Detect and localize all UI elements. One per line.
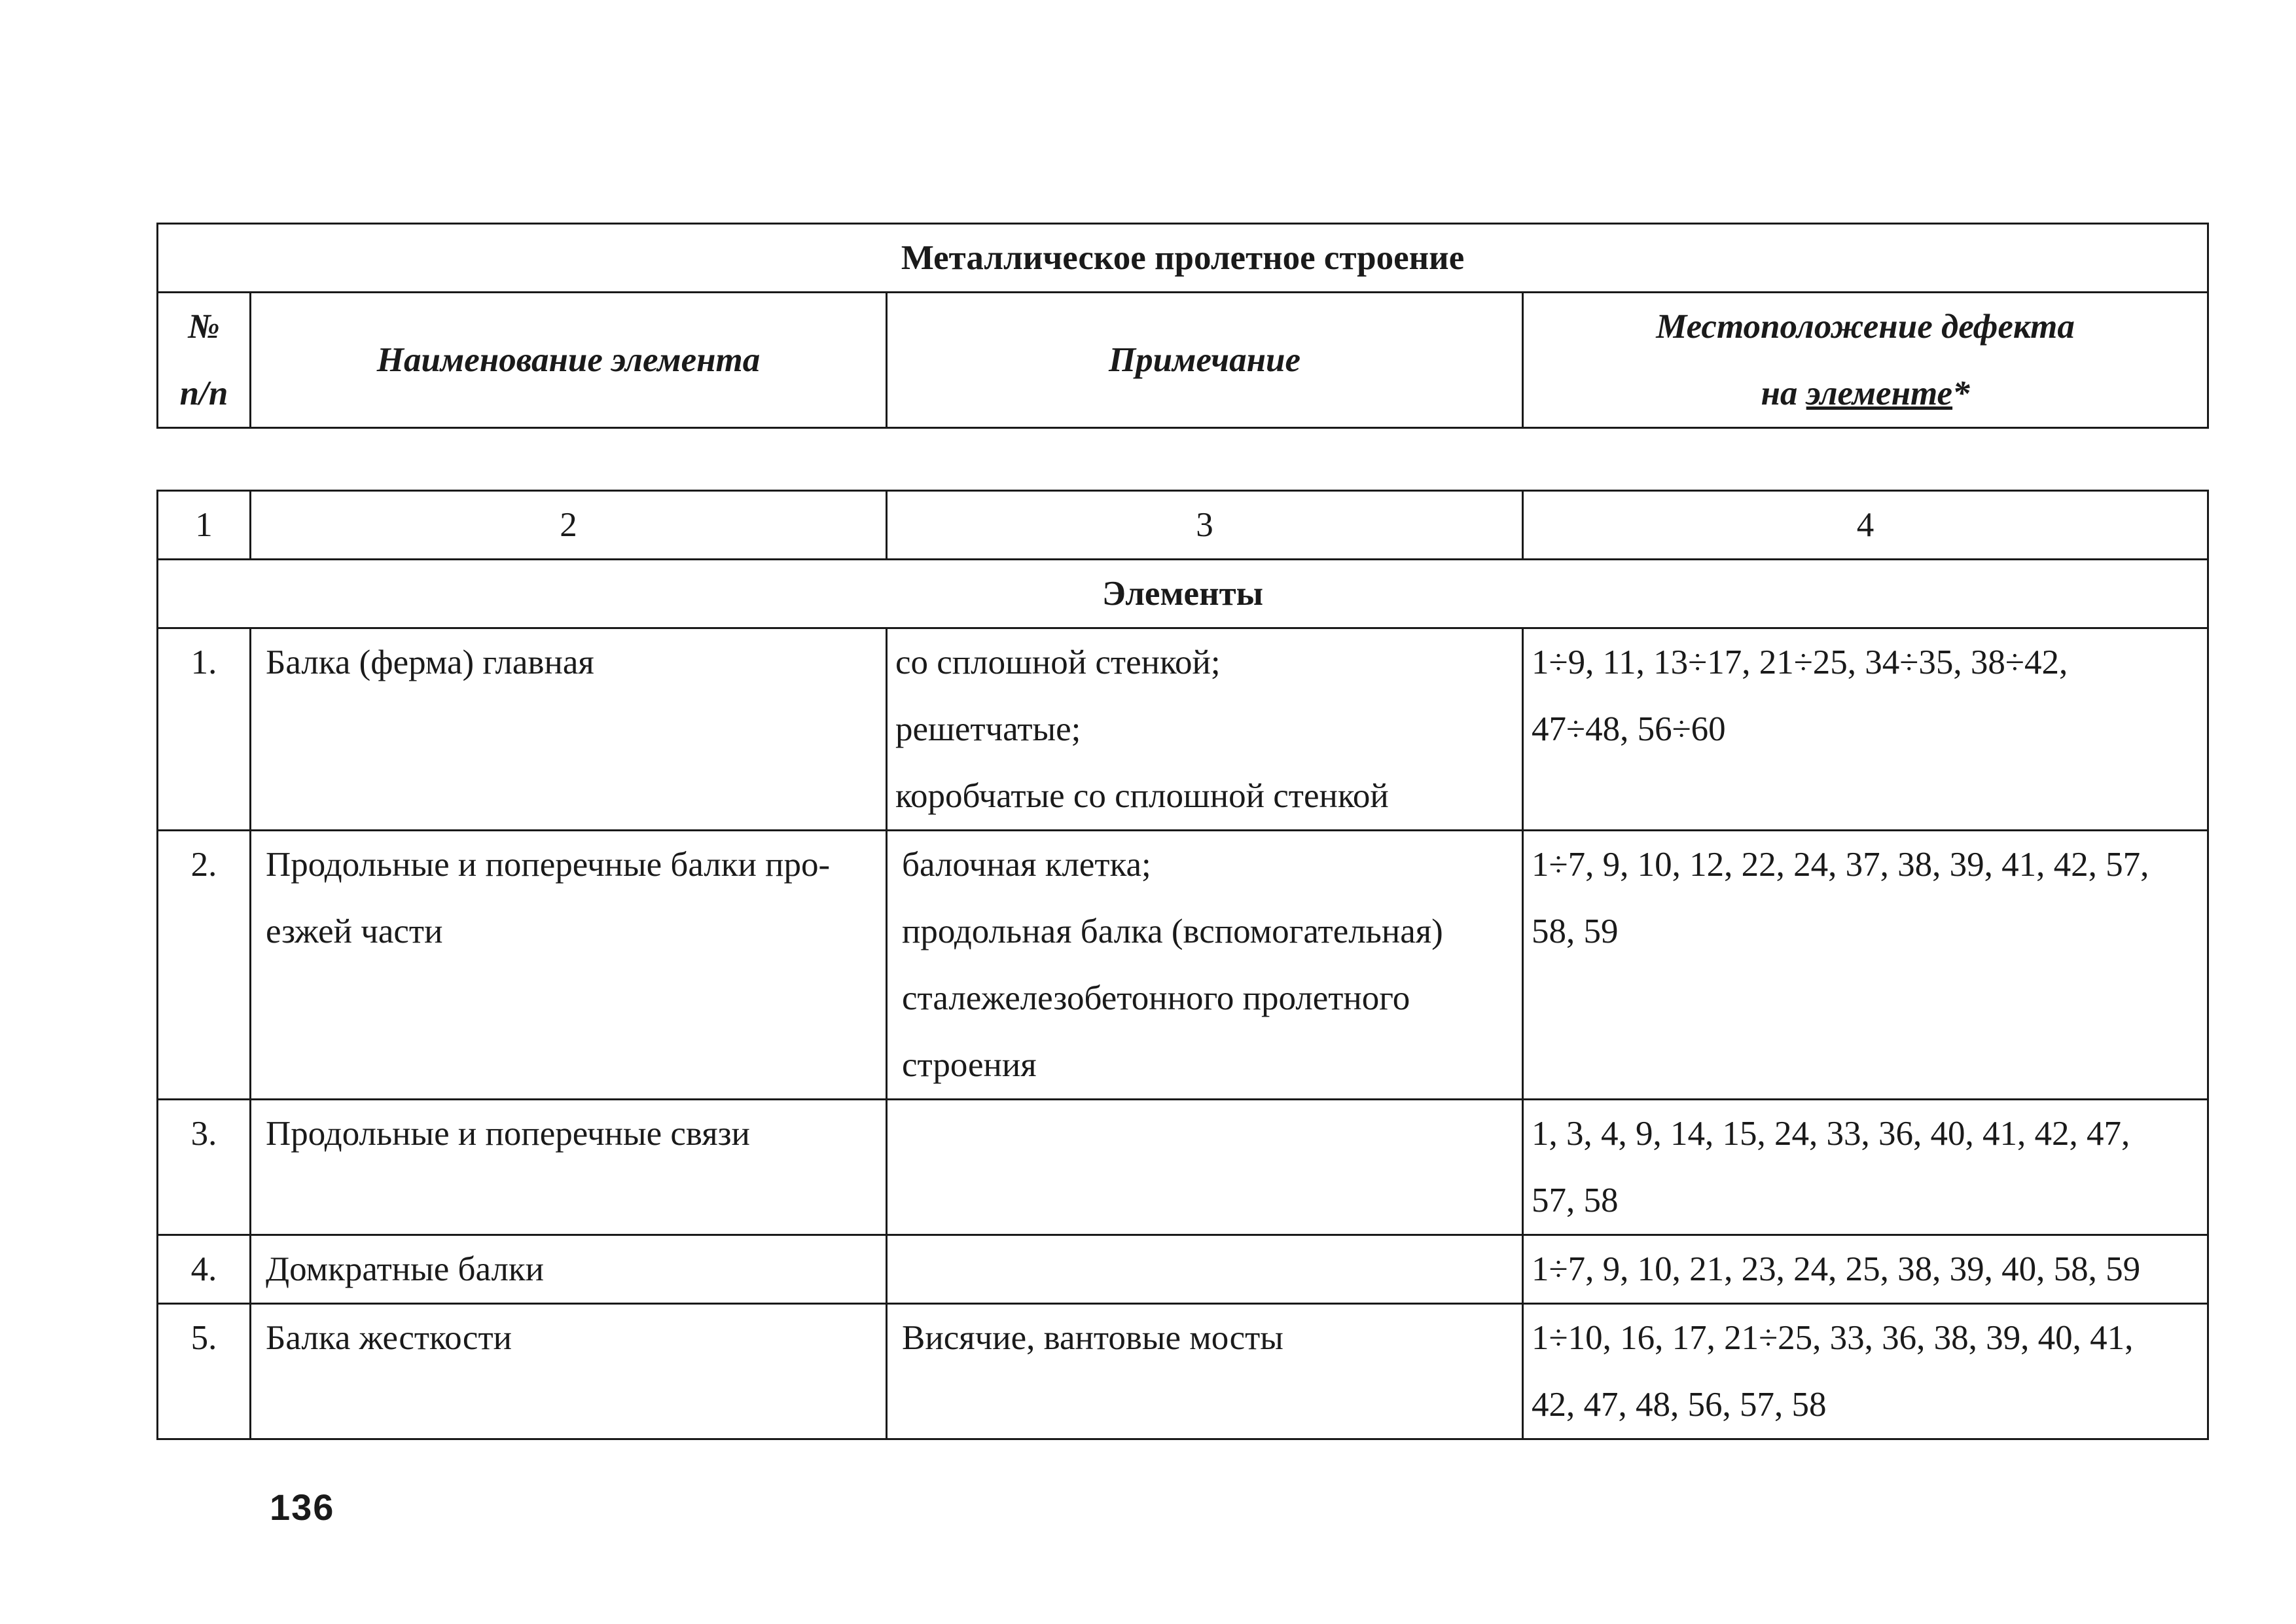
table-row bbox=[158, 831, 2208, 1100]
defect-location-line: 1÷7, 9, 10, 21, 23, 24, 25, 38, 39, 40, 58, 59 bbox=[1532, 1250, 2141, 1288]
header-defect-location bbox=[1523, 293, 2208, 428]
element-note-line: строения bbox=[902, 1046, 1037, 1084]
defect-location bbox=[1523, 628, 2208, 831]
header-location-underlined: элементе bbox=[1806, 374, 1953, 412]
defect-location-line: 42, 47, 48, 56, 57, 58 bbox=[1532, 1386, 1827, 1424]
defect-location-line: 1÷9, 11, 13÷17, 21÷25, 34÷35, 38÷42, bbox=[1532, 643, 2068, 681]
header-number-column bbox=[158, 293, 251, 428]
header-location-prefix: на bbox=[1761, 374, 1806, 412]
element-note-line: со сплошной стенкой; bbox=[895, 643, 1221, 681]
element-name-line: езжей части bbox=[266, 912, 443, 950]
column-number-row bbox=[158, 491, 2208, 560]
element-name-line: Продольные и поперечные связи bbox=[266, 1115, 750, 1153]
row-number: 1. bbox=[158, 628, 251, 831]
defect-location-line: 58, 59 bbox=[1532, 912, 1619, 950]
element-note bbox=[887, 1235, 1523, 1304]
element-note-line: Висячие, вантовые мосты bbox=[902, 1319, 1283, 1357]
element-note-line: сталежелезобетонного пролетного bbox=[902, 979, 1410, 1017]
row-number: 3. bbox=[158, 1100, 251, 1235]
element-name bbox=[251, 831, 887, 1100]
element-note bbox=[887, 1304, 1523, 1439]
element-name-line: Балка жесткости bbox=[266, 1319, 512, 1357]
element-note bbox=[887, 1100, 1523, 1235]
defect-location bbox=[1523, 1100, 2208, 1235]
row-number: 4. bbox=[158, 1235, 251, 1304]
element-name bbox=[251, 1235, 887, 1304]
elements-table bbox=[156, 490, 2209, 1440]
element-name-line: Продольные и поперечные балки про- bbox=[266, 846, 831, 884]
column-number: 3 bbox=[887, 491, 1523, 560]
header-note: Примечание bbox=[887, 293, 1523, 428]
row-number: 2. bbox=[158, 831, 251, 1100]
element-name bbox=[251, 1304, 887, 1439]
element-name bbox=[251, 628, 887, 831]
table-row bbox=[158, 628, 2208, 831]
element-note bbox=[887, 628, 1523, 831]
table-row bbox=[158, 1100, 2208, 1235]
section-title: Элементы bbox=[158, 560, 2208, 628]
header-location-line2 bbox=[1524, 360, 2207, 427]
defect-location-line: 57, 58 bbox=[1532, 1182, 1619, 1219]
element-note-line: коробчатые со сплошной стенкой bbox=[895, 777, 1389, 815]
header-element-name: Наименование элемента bbox=[251, 293, 887, 428]
element-name bbox=[251, 1100, 887, 1235]
element-name-line: Домкратные балки bbox=[266, 1250, 545, 1288]
header-number-line2: п/п bbox=[179, 374, 228, 412]
header-number-line1: № bbox=[188, 308, 220, 346]
element-note bbox=[887, 831, 1523, 1100]
section-row bbox=[158, 560, 2208, 628]
defect-location-line: 1÷7, 9, 10, 12, 22, 24, 37, 38, 39, 41, 42, 57, bbox=[1532, 846, 2149, 884]
table-row bbox=[158, 1235, 2208, 1304]
defect-location-line: 47÷48, 56÷60 bbox=[1532, 710, 1726, 748]
table-title: Металлическое пролетное строение bbox=[158, 224, 2208, 293]
row-number: 5. bbox=[158, 1304, 251, 1439]
defect-location bbox=[1523, 1235, 2208, 1304]
defect-location-line: 1, 3, 4, 9, 14, 15, 24, 33, 36, 40, 41, 42, 47, bbox=[1532, 1115, 2130, 1153]
column-number: 1 bbox=[158, 491, 251, 560]
header-location-asterisk: * bbox=[1952, 374, 1970, 412]
header-location-line1: Местоположение дефекта bbox=[1656, 308, 2075, 346]
element-name-line: Балка (ферма) главная bbox=[266, 643, 594, 681]
defect-location bbox=[1523, 831, 2208, 1100]
column-number: 2 bbox=[251, 491, 887, 560]
element-note-line: продольная балка (вспомогательная) bbox=[902, 912, 1443, 950]
element-note-line: решетчатые; bbox=[895, 710, 1081, 748]
defect-location-line: 1÷10, 16, 17, 21÷25, 33, 36, 38, 39, 40, 41, bbox=[1532, 1319, 2134, 1357]
table-row bbox=[158, 1304, 2208, 1439]
element-note-line: балочная клетка; bbox=[902, 846, 1151, 884]
defect-location bbox=[1523, 1304, 2208, 1439]
column-number: 4 bbox=[1523, 491, 2208, 560]
header-table bbox=[156, 223, 2209, 429]
page-number: 136 bbox=[270, 1487, 335, 1528]
